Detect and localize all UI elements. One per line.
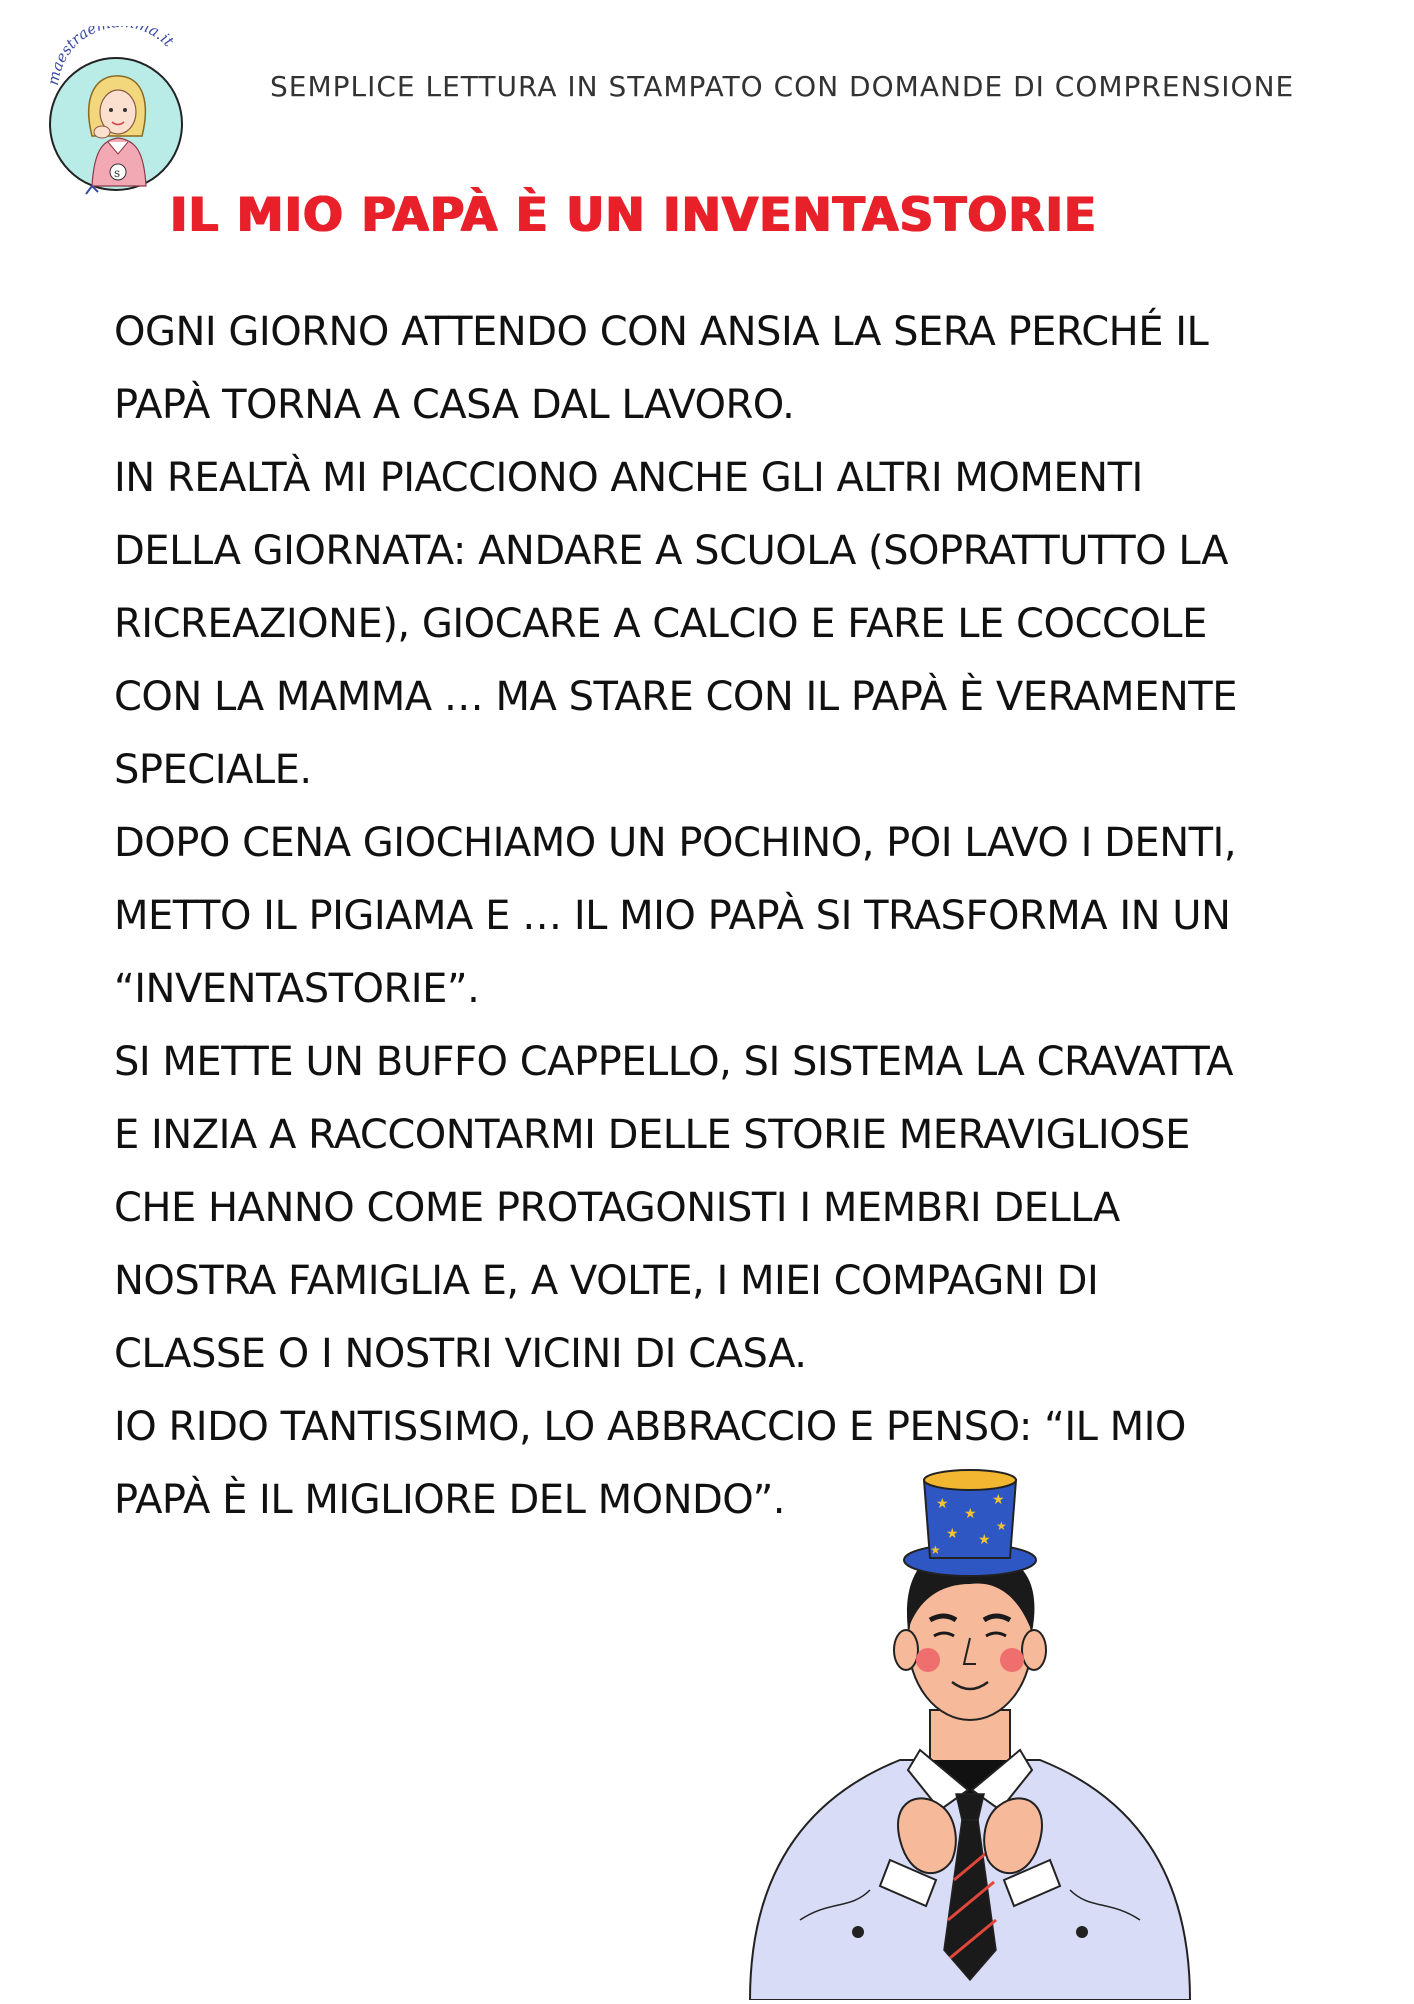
story-line: DELLA GIORNATA: ANDARE A SCUOLA (SOPRATTUTTO LA — [114, 528, 1228, 574]
story-line: NOSTRA FAMIGLIA E, A VOLTE, I MIEI COMPAGNI DI — [114, 1258, 1099, 1304]
story-line: CLASSE O I NOSTRI VICINI DI CASA. — [114, 1331, 807, 1377]
story-line: METTO IL PIGIAMA E … IL MIO PAPÀ SI TRASFORMA IN UN — [114, 893, 1231, 939]
story-line: “INVENTASTORIE”. — [114, 966, 480, 1012]
svg-text:★: ★ — [936, 1496, 949, 1512]
logo — [36, 26, 196, 206]
svg-text:★: ★ — [964, 1506, 977, 1522]
page-title: IL MIO PAPÀ È UN INVENTASTORIE — [170, 188, 1098, 243]
dad-illustration — [740, 1460, 1200, 2000]
teacher-avatar-icon — [36, 26, 196, 206]
story-line: IO RIDO TANTISSIMO, LO ABBRACCIO E PENSO: “IL MIO — [114, 1404, 1186, 1450]
svg-text:★: ★ — [930, 1543, 941, 1557]
dad-with-hat-and-tie-illustration — [740, 1460, 1200, 2000]
svg-text:★: ★ — [978, 1532, 991, 1548]
logo-text: maestrae a.it — [43, 26, 178, 87]
story-line: SI METTE UN BUFFO CAPPELLO, SI SISTEMA LA CRAVATTA — [114, 1039, 1234, 1085]
svg-text:★: ★ — [996, 1519, 1007, 1533]
story-line: CON LA MAMMA … MA STARE CON IL PAPÀ È VERAMENTE — [114, 674, 1237, 720]
story-line: DOPO CENA GIOCHIAMO UN POCHINO, POI LAVO I DENTI, — [114, 820, 1237, 866]
svg-text:★: ★ — [946, 1526, 959, 1542]
story-line: E INZIA A RACCONTARMI DELLE STORIE MERAVIGLIOSE — [114, 1112, 1190, 1158]
svg-text:★: ★ — [992, 1492, 1005, 1508]
header-subtitle: SEMPLICE LETTURA IN STAMPATO CON DOMANDE DI COMPRENSIONE — [270, 70, 1295, 103]
story-text — [114, 296, 1334, 1537]
story-line: CHE HANNO COME PROTAGONISTI I MEMBRI DELLA — [114, 1185, 1120, 1231]
story-line: PAPÀ È IL MIGLIORE DEL MONDO”. — [114, 1477, 786, 1523]
story-line: SPECIALE. — [114, 747, 312, 793]
story-line: OGNI GIORNO ATTENDO CON ANSIA LA SERA PERCHÉ IL — [114, 309, 1209, 355]
story-line: PAPÀ TORNA A CASA DAL LAVORO. — [114, 382, 795, 428]
story-line: IN REALTÀ MI PIACCIONO ANCHE GLI ALTRI MOMENTI — [114, 455, 1143, 501]
story-line: RICREAZIONE), GIOCARE A CALCIO E FARE LE COCCOLE — [114, 601, 1207, 647]
svg-text:s: s — [114, 166, 121, 180]
